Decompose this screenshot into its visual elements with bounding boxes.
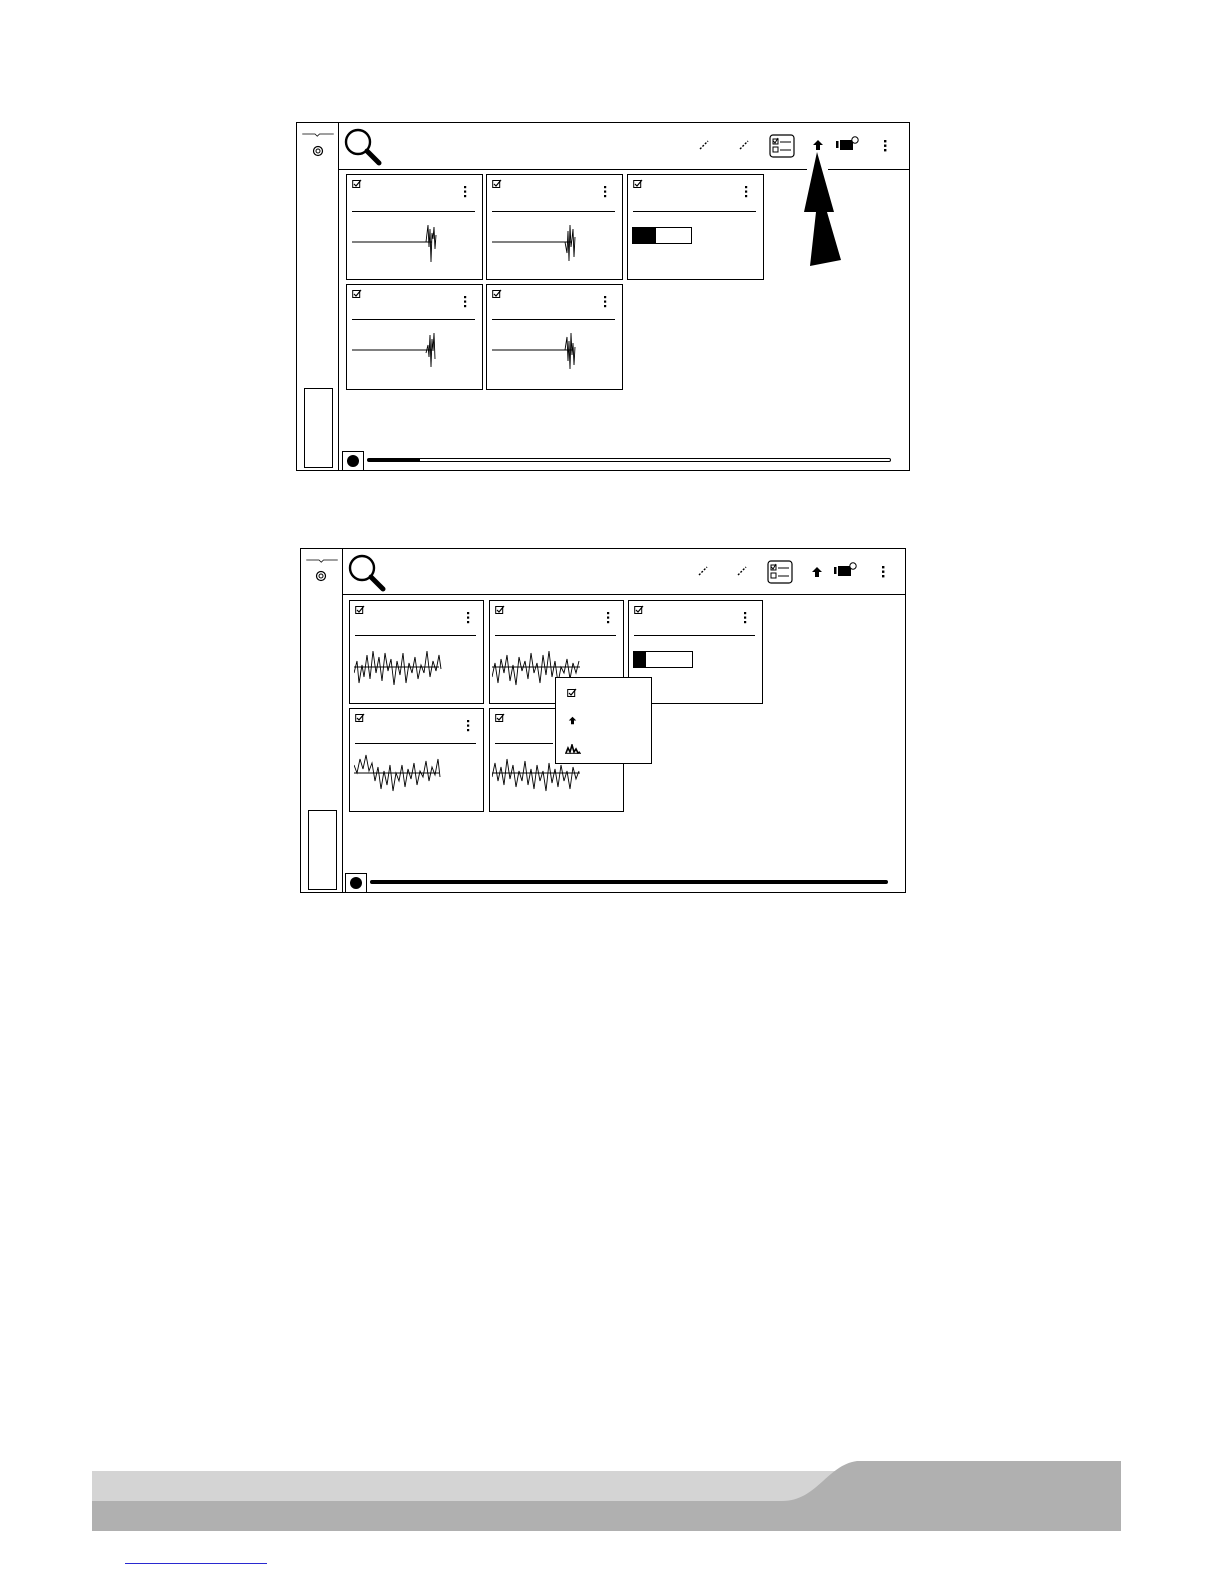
checkbox-icon[interactable] (495, 605, 505, 615)
checkbox-icon[interactable] (634, 605, 644, 615)
sensor-card[interactable] (486, 284, 623, 390)
record-dot (350, 877, 362, 889)
settings-icon[interactable] (315, 570, 327, 582)
footer-link[interactable] (125, 1548, 267, 1564)
checklist-icon[interactable] (767, 560, 793, 584)
checkbox-icon (567, 688, 577, 698)
waveform-plot (492, 217, 617, 267)
search-icon[interactable] (343, 127, 383, 167)
search-icon[interactable] (347, 553, 387, 593)
waveform-plot (352, 325, 477, 375)
progress-fill (634, 652, 646, 667)
sensor-card[interactable] (349, 600, 484, 704)
timeline-progress (371, 881, 887, 883)
progress-fill (633, 228, 656, 243)
card-menu-icon[interactable] (744, 186, 748, 198)
sidebar-panel (308, 810, 337, 890)
card-menu-icon[interactable] (603, 186, 607, 198)
screenshot-frame-bottom (300, 548, 906, 893)
sidebar (297, 123, 339, 470)
sidebar (301, 549, 343, 892)
card-divider (355, 635, 476, 636)
expand-icon[interactable] (738, 139, 750, 151)
upload-icon (568, 716, 577, 725)
settings-icon[interactable] (312, 145, 324, 157)
progress-bar (632, 227, 692, 244)
context-menu (555, 677, 652, 764)
card-divider (634, 635, 755, 636)
card-divider (495, 743, 553, 744)
toolbar-divider-left (339, 169, 807, 170)
checkbox-icon[interactable] (352, 179, 362, 189)
more-vertical-icon[interactable] (883, 140, 887, 152)
waveform-plot (354, 643, 479, 693)
checkbox-icon[interactable] (355, 713, 365, 723)
record-button[interactable] (342, 451, 364, 471)
more-vertical-icon[interactable] (881, 566, 885, 578)
waveform-icon (565, 744, 581, 754)
sensor-card[interactable] (349, 708, 484, 812)
footer-link-underline (125, 1563, 267, 1564)
card-menu-icon[interactable] (463, 186, 467, 198)
checkbox-icon[interactable] (495, 713, 505, 723)
sidebar-tab[interactable] (301, 557, 343, 563)
collapse-icon[interactable] (698, 139, 710, 151)
checkbox-icon[interactable] (352, 289, 362, 299)
card-divider (352, 319, 475, 320)
upload-icon[interactable] (811, 566, 823, 578)
progress-bar (633, 651, 693, 668)
menu-item-waveform[interactable] (556, 735, 651, 763)
sidebar-tab[interactable] (297, 131, 339, 137)
camera-icon[interactable] (833, 562, 857, 578)
sensor-card[interactable] (346, 284, 483, 390)
waveform-plot (492, 325, 617, 375)
card-menu-icon[interactable] (603, 296, 607, 308)
checklist-icon[interactable] (769, 134, 795, 158)
timeline-scrubber[interactable] (370, 880, 888, 884)
collapse-icon[interactable] (697, 565, 709, 577)
record-button[interactable] (345, 873, 367, 893)
card-menu-icon[interactable] (466, 612, 470, 624)
callout-arrow (796, 150, 846, 268)
card-divider (495, 635, 616, 636)
waveform-plot (352, 217, 477, 267)
checkbox-icon[interactable] (492, 289, 502, 299)
toolbar-divider (343, 594, 906, 595)
card-menu-icon[interactable] (606, 612, 610, 624)
checkbox-icon[interactable] (492, 179, 502, 189)
card-menu-icon[interactable] (463, 296, 467, 308)
timeline-scrubber[interactable] (367, 458, 891, 462)
card-divider (492, 211, 615, 212)
checkbox-icon[interactable] (355, 605, 365, 615)
card-divider (633, 211, 756, 212)
timeline-progress (368, 459, 420, 461)
sensor-card[interactable] (346, 174, 483, 280)
card-divider (355, 743, 476, 744)
menu-item-upload[interactable] (556, 707, 651, 735)
record-dot (347, 455, 359, 467)
card-menu-icon[interactable] (743, 612, 747, 624)
menu-item-select[interactable] (556, 678, 651, 707)
waveform-plot (354, 751, 479, 801)
checkbox-icon[interactable] (633, 179, 643, 189)
card-menu-icon[interactable] (466, 720, 470, 732)
card-divider (352, 211, 475, 212)
card-divider (492, 319, 615, 320)
sensor-card[interactable] (486, 174, 623, 280)
sidebar-panel (304, 388, 333, 468)
footer-band (92, 1460, 1121, 1531)
expand-icon[interactable] (736, 565, 748, 577)
progress-card[interactable] (627, 174, 764, 280)
